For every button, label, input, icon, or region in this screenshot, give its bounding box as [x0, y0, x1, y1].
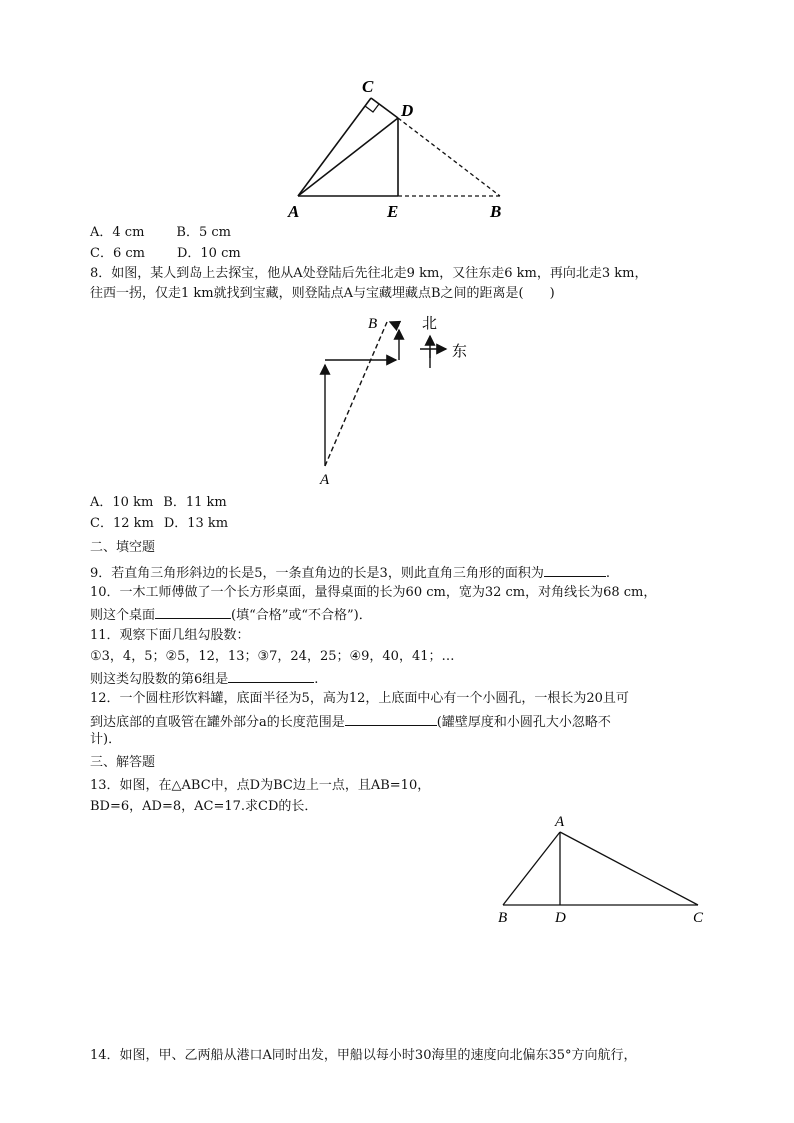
- path-a-to-b-dashed: [325, 322, 387, 466]
- q13-line1: 13．如图，在△ABC中，点D为BC边上一点，且AB=10，: [90, 778, 431, 793]
- compass-east-label: 东: [452, 342, 468, 360]
- label-a: A: [288, 202, 300, 221]
- q7-option-a[interactable]: A．4 cm: [90, 225, 145, 240]
- q9-prompt: 9．若直角三角形斜边的长是5，一条直角边的长是3，则此直角三角形的面积为: [90, 566, 544, 581]
- right-angle-mark: [365, 104, 379, 112]
- q12-prompt: 到达底部的直吸管在罐外部分a的长度范围是: [90, 715, 345, 730]
- q9-answer-blank[interactable]: [544, 562, 606, 577]
- section-solve-heading: 三、解答题: [90, 755, 156, 770]
- q11-prompt: 则这类勾股数的第6组是: [90, 672, 229, 687]
- q7-option-c[interactable]: C．6 cm: [90, 246, 145, 261]
- q8-option-a[interactable]: A．10 km: [90, 495, 154, 510]
- figure-triangle-acd: [280, 72, 520, 222]
- path-west-1: [390, 322, 399, 326]
- q11-answer-blank[interactable]: [228, 668, 314, 683]
- label-b: B: [498, 910, 508, 926]
- segment-ac: [560, 832, 698, 905]
- q8-option-b[interactable]: B．11 km: [163, 495, 227, 510]
- label-d: D: [555, 910, 566, 926]
- q11-end: .: [314, 672, 319, 687]
- label-e: E: [387, 202, 399, 221]
- q12-note: (罐壁厚度和小圆孔大小忽略不: [436, 715, 611, 730]
- q12-answer-blank[interactable]: [345, 711, 437, 726]
- q10-prompt: 则这个桌面: [90, 608, 156, 623]
- q8-options-row2: [90, 515, 228, 533]
- q13-line2: BD=6，AD=8，AC=17.求CD的长．: [90, 799, 318, 814]
- label-b: B: [368, 316, 378, 332]
- q8-option-c[interactable]: C．12 km: [90, 516, 154, 531]
- q9-text: [90, 562, 610, 583]
- compass-north-label: 北: [422, 314, 438, 332]
- label-a: A: [320, 472, 330, 488]
- q8-text-line2: 往西一拐，仅走1 km就找到宝藏，则登陆点A与宝藏埋藏点B之间的距离是( ): [90, 286, 555, 301]
- segment-cd: [371, 98, 398, 118]
- q8-options-row1: [90, 494, 227, 512]
- segment-db-dashed: [398, 118, 500, 196]
- section-fill-in-heading: 二、填空题: [90, 540, 156, 555]
- q10-hint: (填“合格”或“不合格”)．: [231, 608, 372, 623]
- label-a: A: [555, 814, 565, 830]
- q10-answer-blank[interactable]: [155, 604, 231, 619]
- q7-options-row2: [90, 245, 241, 263]
- q8-option-d[interactable]: D．13 km: [163, 516, 229, 531]
- q7-options-row1: [90, 224, 231, 242]
- label-c: C: [693, 910, 704, 926]
- q14-line1: 14．如图，甲、乙两船从港口A同时出发，甲船以每小时30海里的速度向北偏东35°方向航行，: [90, 1048, 637, 1063]
- q11-line1: 11．观察下面几组勾股数：: [90, 628, 250, 643]
- q11-line3: [90, 668, 318, 689]
- q12-line2: [90, 711, 611, 732]
- q12-line3: 计)．: [90, 732, 122, 747]
- q10-line2: [90, 604, 372, 625]
- q7-option-b[interactable]: B．5 cm: [176, 225, 231, 240]
- segment-ab: [503, 832, 560, 905]
- q12-line1: 12．一个圆柱形饮料罐，底面半径为5，高为12，上底面中心有一个小圆孔，一根长为20且可: [90, 691, 629, 706]
- figure-triangle-abc: [490, 808, 720, 930]
- label-b: B: [490, 202, 502, 221]
- q11-line2: ①3，4，5；②5，12，13；③7，24，25；④9，40，41；…: [90, 649, 455, 664]
- figure-treasure-path: [310, 308, 500, 490]
- q7-option-d[interactable]: D．10 cm: [176, 246, 241, 261]
- label-d: D: [401, 101, 414, 120]
- label-c: C: [362, 77, 374, 96]
- q10-line1: 10．一木工师傅做了一个长方形桌面，量得桌面的长为60 cm，宽为32 cm，对角线长为68 cm，: [90, 585, 657, 600]
- q9-end: .: [605, 566, 610, 581]
- q8-text-line1: 8．如图，某人到岛上去探宝，他从A处登陆后先往北走9 km，又往东走6 km，再向北走3 km，: [90, 266, 648, 281]
